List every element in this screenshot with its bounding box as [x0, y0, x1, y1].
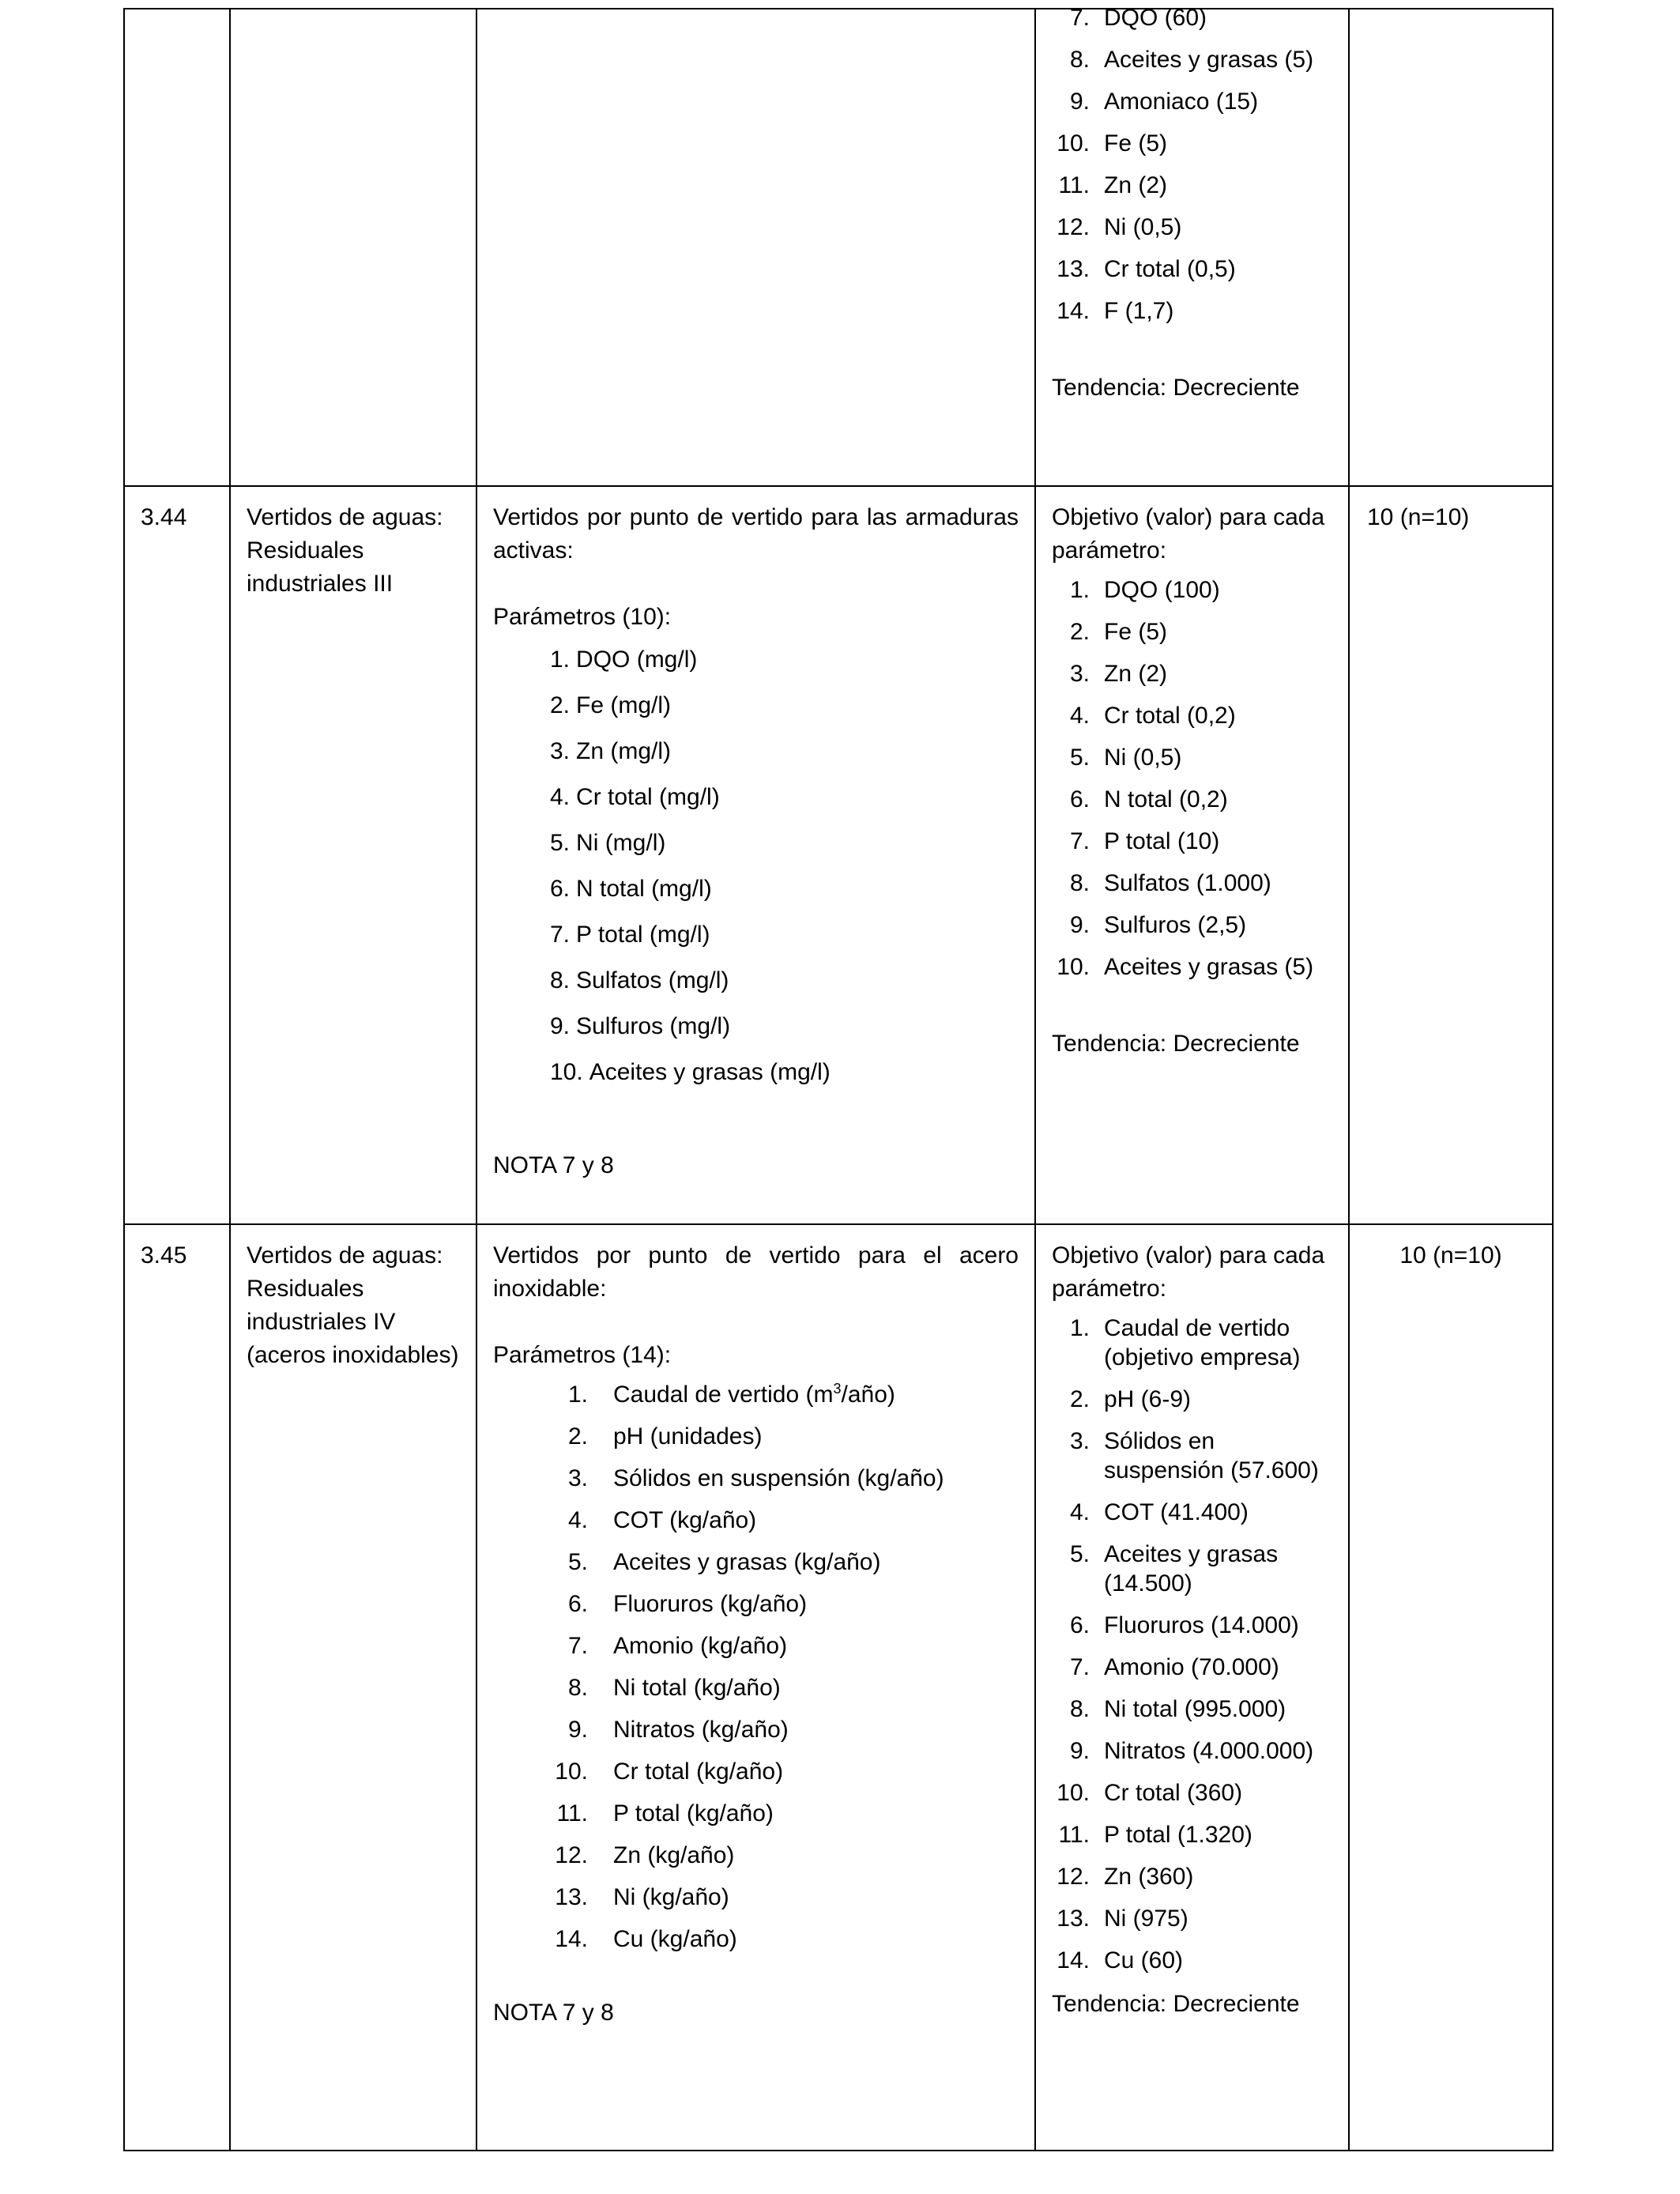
item-number: 9. [550, 1013, 571, 1039]
list-item [493, 689, 1019, 722]
objective-cell [1035, 5, 1349, 486]
item-number: 12. [1057, 214, 1090, 240]
list-item [1052, 3, 1332, 32]
item-number: 7. [550, 922, 571, 948]
item-number: 9. [567, 1717, 588, 1743]
list-item [1052, 1736, 1332, 1766]
objective-cell [1035, 486, 1349, 1224]
list-item [1052, 743, 1332, 772]
list-item [1052, 659, 1332, 688]
list-item [1052, 1946, 1332, 1975]
description-cell [477, 486, 1035, 1224]
item-text: Aceites y grasas (14.500) [1104, 1541, 1279, 1596]
item-number: 2. [1069, 619, 1090, 645]
list-item [1052, 1540, 1332, 1598]
parameter-list [493, 643, 1019, 1089]
indicator-value: 10 (n=10) [1399, 1242, 1502, 1269]
item-text: Cr total (0,2) [1104, 703, 1236, 729]
list-item [1052, 1778, 1332, 1808]
indicator-description: Vertidos por punto de vertido para las armaduras activas: [493, 504, 1019, 564]
list-item [493, 1755, 1019, 1789]
item-number: 10. [1057, 954, 1090, 980]
item-text: Aceites y grasas (5) [1104, 954, 1314, 980]
list-item [493, 1588, 1019, 1621]
item-text: Cr total (360) [1104, 1780, 1243, 1806]
value-cell [1349, 9, 1553, 486]
item-number: 1. [550, 647, 571, 673]
item-number: 9. [1069, 89, 1090, 115]
objective-title: Objetivo (valor) para cada parámetro: [1052, 1242, 1325, 1302]
item-number: 4. [567, 1507, 588, 1533]
list-item [1052, 701, 1332, 730]
item-text: Zn (2) [1104, 172, 1168, 198]
item-number: 1. [567, 1382, 588, 1408]
item-text: Caudal de vertido $(m^3/año)$ [613, 1381, 895, 1408]
list-item [493, 1420, 1019, 1453]
code-cell [124, 1224, 230, 2151]
list-item [493, 1630, 1019, 1663]
item-text: COT (41.400) [1104, 1499, 1249, 1525]
item-number: 8. [567, 1675, 588, 1701]
list-item [1052, 1695, 1332, 1724]
item-number: 9. [1069, 912, 1090, 938]
item-number: 2. [1069, 1386, 1090, 1412]
item-text: P total (10) [1104, 828, 1220, 854]
list-item [1052, 45, 1332, 74]
item-number: 9. [1069, 1738, 1090, 1764]
item-number: 6. [1069, 786, 1090, 812]
item-number: 5. [1069, 745, 1090, 771]
list-item [493, 1056, 1019, 1089]
item-text: Sólidos en suspensión (kg/año) [613, 1465, 944, 1491]
table-row [124, 486, 1553, 1224]
item-number: 6. [567, 1591, 588, 1617]
item-text: N total (0,2) [1104, 786, 1228, 812]
item-number: 3. [567, 1465, 588, 1491]
list-item [493, 1672, 1019, 1705]
item-number: 7. [1069, 828, 1090, 854]
list-item [1052, 213, 1332, 242]
item-text: Zn (mg/l) [576, 738, 672, 764]
note-text: NOTA 7 y 8 [493, 1152, 614, 1178]
objective-list [1052, 575, 1332, 982]
item-number: 1. [1069, 577, 1090, 603]
objective-list [1052, 3, 1332, 326]
name-cell [230, 1224, 477, 2151]
list-item [1052, 910, 1332, 940]
parameter-list [493, 1378, 1019, 1956]
item-text: P total (kg/año) [613, 1800, 774, 1826]
item-text: Sólidos en suspensión (57.600) [1104, 1428, 1319, 1483]
item-number: 6. [550, 876, 571, 902]
item-number: 10. [1057, 1780, 1090, 1806]
item-number: 2. [550, 692, 571, 718]
item-number: 8. [1069, 47, 1090, 73]
item-text: Amonio (kg/año) [613, 1633, 788, 1659]
value-cell [1349, 1224, 1553, 2151]
item-number: 7. [1069, 5, 1090, 31]
item-number: 6. [1069, 1612, 1090, 1638]
name-cell [230, 9, 477, 486]
item-number: 10. [1057, 130, 1090, 156]
item-number: 13. [555, 1884, 588, 1910]
list-item [1052, 1385, 1332, 1414]
item-text: DQO (100) [1104, 577, 1220, 603]
item-text: Cr total (mg/l) [576, 784, 720, 810]
indicator-description: Vertidos por punto de vertido para el acero inoxidable: [493, 1242, 1019, 1302]
list-item [1052, 171, 1332, 200]
item-text: Sulfatos (1.000) [1104, 870, 1271, 896]
item-number: 11. [556, 1800, 588, 1826]
item-number: 7. [1069, 1654, 1090, 1680]
list-item [1052, 1314, 1332, 1372]
objective-list [1052, 1314, 1332, 1975]
item-number: 4. [1069, 1499, 1090, 1525]
note-text: NOTA 7 y 8 [493, 2000, 614, 2026]
list-item [1052, 296, 1332, 326]
parameters-title: Parámetros (14): [493, 1342, 672, 1368]
item-text: Zn (kg/año) [613, 1842, 735, 1868]
item-text: Fluoruros (kg/año) [613, 1591, 808, 1617]
list-item [493, 1504, 1019, 1537]
indicators-table [123, 5, 1554, 2151]
list-item [493, 1462, 1019, 1495]
code-cell [124, 486, 230, 1224]
list-item [1052, 1611, 1332, 1640]
item-text: DQO (mg/l) [576, 647, 698, 673]
item-text: pH (unidades) [613, 1423, 763, 1449]
item-text: Cr total (kg/año) [613, 1759, 784, 1785]
table-row [124, 1224, 1553, 2151]
code-cell [124, 9, 230, 486]
list-item [1052, 1427, 1332, 1485]
list-item [1052, 1653, 1332, 1682]
item-number: 8. [550, 967, 571, 993]
item-text: Zn (360) [1104, 1864, 1194, 1890]
item-number: 11. [1058, 172, 1090, 198]
item-number: 3. [550, 738, 571, 764]
item-text: Fe (5) [1104, 130, 1168, 156]
item-text: Fluoruros (14.000) [1104, 1612, 1299, 1638]
item-text: Amoniaco (15) [1104, 89, 1259, 115]
list-item [493, 1713, 1019, 1747]
item-number: 13. [1057, 256, 1090, 282]
item-text: Amonio (70.000) [1104, 1654, 1279, 1680]
list-item [1052, 1862, 1332, 1891]
list-item [493, 827, 1019, 860]
indicator-value: 10 (n=10) [1367, 504, 1470, 530]
item-number: 10. [555, 1759, 588, 1785]
item-number: 12. [1057, 1864, 1090, 1890]
item-text: Ni (0,5) [1104, 745, 1182, 771]
item-text: Nitratos (4.000.000) [1104, 1738, 1314, 1764]
item-text: Cu (60) [1104, 1947, 1184, 1973]
description-cell [477, 9, 1035, 486]
list-item [493, 781, 1019, 814]
item-number: 7. [567, 1633, 588, 1659]
list-item [1052, 869, 1332, 898]
list-item [1052, 129, 1332, 158]
item-text: Cr total (0,5) [1104, 256, 1236, 282]
item-number: 3. [1069, 661, 1090, 687]
trend-text: Tendencia: Decreciente [1052, 1031, 1300, 1057]
list-item [1052, 575, 1332, 605]
item-text: Cu (kg/año) [613, 1926, 737, 1952]
item-text: N total (mg/l) [576, 876, 712, 902]
item-number: 13. [1057, 1906, 1090, 1932]
item-number: 14. [1057, 1947, 1090, 1973]
item-number: 8. [1069, 1696, 1090, 1722]
item-text: Fe (mg/l) [576, 692, 672, 718]
item-text: Ni (0,5) [1104, 214, 1182, 240]
list-item [493, 918, 1019, 952]
item-text: DQO (60) [1104, 5, 1207, 31]
item-text: Sulfuros (mg/l) [576, 1013, 731, 1039]
item-text: Fe (5) [1104, 619, 1168, 645]
item-text: Ni total (kg/año) [613, 1675, 781, 1701]
list-item [1052, 1904, 1332, 1933]
item-text: Ni (kg/año) [613, 1884, 729, 1910]
item-number: 10. [550, 1059, 583, 1085]
item-text: P total (1.320) [1104, 1822, 1252, 1848]
description-cell [477, 1224, 1035, 2151]
list-item [1052, 87, 1332, 116]
trend-text: Tendencia: Decreciente [1052, 1991, 1300, 2017]
indicator-name: Vertidos de aguas: Residuales industriales IV (aceros inoxidables) [247, 1242, 459, 1368]
list-item [493, 643, 1019, 677]
item-number: 4. [550, 784, 571, 810]
item-number: 11. [1058, 1822, 1090, 1848]
item-number: 14. [555, 1926, 588, 1952]
item-number: 5. [1069, 1541, 1090, 1567]
item-number: 12. [555, 1842, 588, 1868]
item-text: Aceites y grasas (mg/l) [589, 1059, 831, 1085]
item-number: 8. [1069, 870, 1090, 896]
list-item [1052, 1820, 1332, 1849]
list-item [493, 1378, 1019, 1412]
value-cell [1349, 486, 1553, 1224]
item-text: Ni (mg/l) [576, 830, 666, 856]
item-text: Ni (975) [1104, 1906, 1188, 1932]
item-number: 4. [1069, 703, 1090, 729]
list-item [493, 1797, 1019, 1830]
name-cell [230, 486, 477, 1224]
indicator-name: Vertidos de aguas: Residuales industriales III [247, 504, 443, 597]
list-item [1052, 1498, 1332, 1527]
item-number: 14. [1057, 298, 1090, 324]
list-item [493, 1010, 1019, 1043]
item-number: 2. [567, 1423, 588, 1449]
item-text: Sulfuros (2,5) [1104, 912, 1247, 938]
item-text: Aceites y grasas (5) [1104, 47, 1314, 73]
objective-cell [1035, 1224, 1349, 2151]
list-item [493, 1546, 1019, 1579]
item-number: 3. [1069, 1428, 1090, 1454]
list-item [1052, 952, 1332, 982]
item-number: 5. [567, 1549, 588, 1575]
item-text: pH (6-9) [1104, 1386, 1192, 1412]
list-item [1052, 785, 1332, 814]
indicator-code: 3.44 [141, 504, 187, 530]
item-number: 1. [1069, 1315, 1090, 1341]
list-item [493, 873, 1019, 906]
list-item [493, 1923, 1019, 1956]
list-item [493, 1839, 1019, 1872]
objective-title: Objetivo (valor) para cada parámetro: [1052, 504, 1325, 564]
list-item [493, 1881, 1019, 1914]
item-number: 5. [550, 830, 571, 856]
list-item [493, 735, 1019, 768]
list-item [493, 964, 1019, 997]
item-text: Aceites y grasas (kg/año) [613, 1549, 881, 1575]
item-text: Ni total (995.000) [1104, 1696, 1286, 1722]
item-text: Nitratos (kg/año) [613, 1717, 789, 1743]
list-item [1052, 617, 1332, 647]
item-text: F (1,7) [1104, 298, 1174, 324]
indicator-code: 3.45 [141, 1242, 187, 1269]
item-text: Zn (2) [1104, 661, 1168, 687]
item-text: Caudal de vertido (objetivo empresa) [1104, 1315, 1301, 1370]
trend-text: Tendencia: Decreciente [1052, 375, 1300, 401]
list-item [1052, 254, 1332, 284]
table-row [124, 9, 1553, 486]
parameters-title: Parámetros (10): [493, 604, 672, 630]
item-text: COT (kg/año) [613, 1507, 757, 1533]
item-text: P total (mg/l) [576, 922, 710, 948]
item-text: Sulfatos (mg/l) [576, 967, 729, 993]
list-item [1052, 827, 1332, 856]
